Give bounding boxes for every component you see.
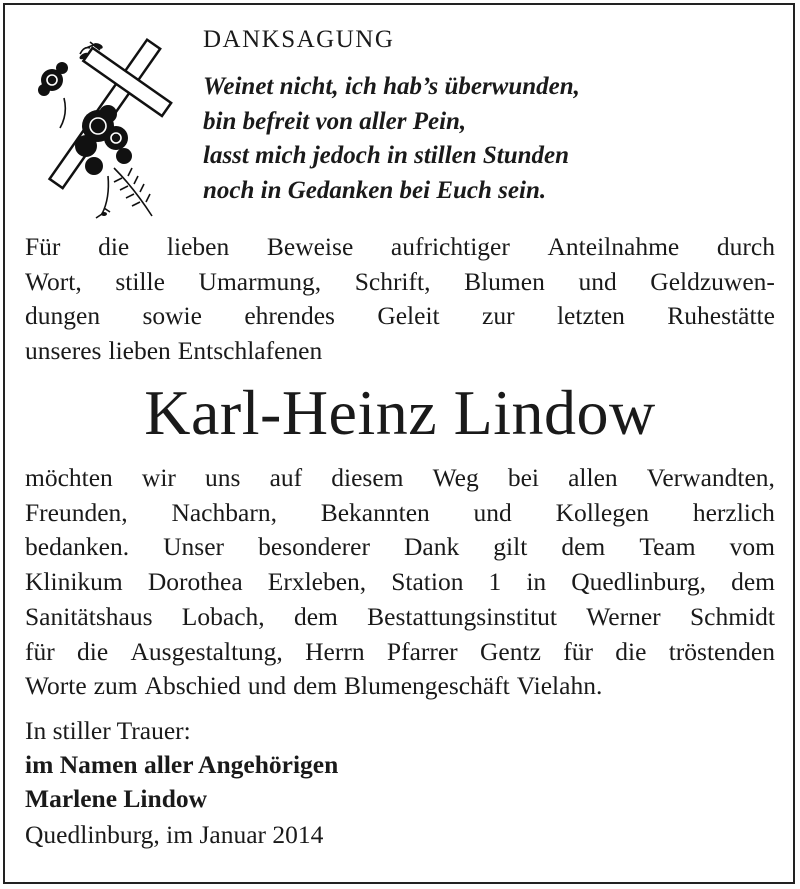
word: und (473, 497, 512, 527)
word: Für (25, 232, 61, 261)
text-line (25, 496, 775, 531)
place-and-date: Quedlinburg, im Januar 2014 (25, 820, 324, 849)
word: Abschied (144, 671, 241, 701)
deceased-name: Karl-Heinz Lindow (144, 377, 656, 448)
word: Nachbarn, (171, 497, 277, 527)
word: für (25, 636, 55, 666)
word: für (563, 636, 593, 666)
poem (203, 70, 580, 208)
heading-danksagung: DANKSAGUNG (203, 26, 395, 53)
word: auf (269, 463, 303, 492)
word: Blumengeschäft (344, 671, 510, 701)
signature-family: im Namen aller Angehörigen (25, 750, 339, 779)
word: Herrn (305, 636, 365, 666)
text-line (25, 635, 775, 670)
word: Pfarrer (386, 636, 458, 666)
word: allen (568, 463, 618, 492)
word: Worte (25, 671, 87, 701)
word: in (526, 567, 547, 597)
word: besonderer (258, 532, 370, 562)
word: Erxleben, (267, 567, 367, 597)
word: Kollegen (555, 497, 650, 527)
word: vom (729, 532, 775, 562)
text-line (25, 299, 775, 334)
word: herzlich (692, 497, 775, 527)
signature-name: Marlene Lindow (25, 784, 208, 813)
word: dungen (25, 301, 101, 331)
word: Station (391, 567, 464, 597)
word: Geldzuwen- (650, 266, 775, 296)
word: letzten (556, 301, 625, 331)
word: unseres (25, 336, 102, 366)
text-line (25, 334, 775, 369)
word: tröstenden (668, 636, 775, 666)
word: ehrendes (244, 301, 335, 331)
word: Schmidt (689, 601, 775, 631)
word: Quedlinburg, (571, 567, 707, 597)
text-line (25, 530, 775, 565)
text-line (25, 230, 775, 265)
text-line (25, 461, 775, 496)
word: sowie (142, 301, 202, 331)
word: 1 (488, 567, 502, 597)
word: Freunden, (25, 497, 128, 527)
word: Umarmung, (198, 266, 322, 296)
word: Wort, (25, 266, 82, 296)
word: Dorothea (147, 567, 243, 597)
word: zur (482, 301, 515, 331)
word: Lobach, (181, 601, 265, 631)
word: Anteilnahme (547, 232, 680, 261)
intro-paragraph (25, 230, 775, 369)
word: Blumen (464, 266, 545, 296)
word: lieben (166, 232, 230, 261)
text-line (25, 669, 775, 704)
word: bedanken. (25, 532, 130, 562)
word: bei (507, 463, 539, 492)
word: lieben (108, 336, 171, 366)
thanks-paragraph (25, 461, 775, 704)
poem-line: Weinet nicht, ich hab’s überwunden, (203, 73, 580, 100)
word: dem (731, 567, 775, 597)
word: möchten (25, 463, 113, 492)
word: die (615, 636, 647, 666)
word: Sanitätshaus (25, 601, 153, 631)
word: dem (293, 601, 338, 631)
signature-block (25, 714, 338, 816)
word: und (247, 671, 287, 701)
word: Werner (586, 601, 661, 631)
word: Vielahn. (516, 671, 603, 701)
word: aufrichtiger (390, 232, 510, 261)
text-line (25, 600, 775, 635)
word: stille (115, 266, 165, 296)
poem-line: noch in Gedanken bei Euch sein. (203, 176, 547, 204)
word: Team (639, 532, 696, 562)
word: Bestattungsinstitut (367, 601, 557, 631)
word: Geleit (377, 301, 440, 331)
word: Unser (163, 532, 225, 562)
text-line (25, 265, 775, 300)
poem-line: lasst mich jedoch in stillen Stunden (203, 142, 570, 169)
word: Klinikum (25, 567, 123, 597)
word: Schrift, (354, 266, 431, 296)
word: Bekannten (320, 497, 430, 527)
word: Gentz (480, 636, 541, 666)
word: und (578, 266, 617, 296)
word: Beweise (266, 232, 354, 261)
word: uns (205, 463, 241, 492)
word: diesem (331, 463, 404, 492)
word: Dank (404, 532, 460, 562)
word: durch (716, 232, 775, 261)
word: die (77, 636, 109, 666)
word: dem (293, 671, 338, 701)
word: Ausgestaltung, (130, 636, 283, 666)
cross-with-roses-icon (24, 18, 174, 230)
word: gilt (493, 532, 528, 562)
word: Entschlafenen (177, 336, 323, 366)
word: dem (561, 532, 606, 562)
word: die (98, 232, 130, 261)
poem-line: bin befreit von aller Pein, (203, 107, 467, 135)
word: Verwandten, (646, 463, 775, 492)
word: zum (93, 671, 138, 701)
word: Ruhestätte (667, 301, 775, 331)
text-line (25, 565, 775, 600)
word: Weg (432, 463, 479, 492)
word: wir (141, 463, 176, 492)
signature-intro: In stiller Trauer: (25, 716, 191, 745)
